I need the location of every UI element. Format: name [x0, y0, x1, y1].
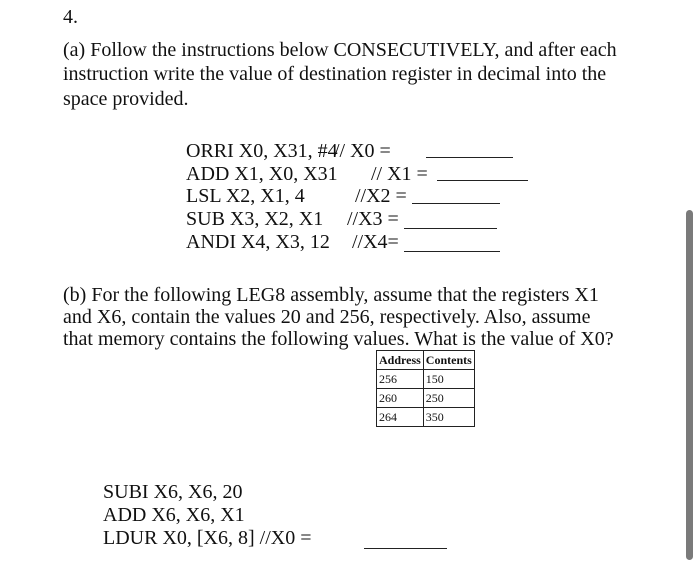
instruction-comment: //X3 = [347, 208, 399, 230]
instruction-comment: // X1 = [371, 163, 428, 185]
answer-blank [412, 203, 500, 204]
instruction-comment: //X2 = [355, 185, 407, 207]
instruction-code: SUB X3, X2, X1 [186, 208, 324, 230]
instruction-code: LSL X2, X1, 4 [186, 185, 305, 207]
part-b-instruction: LDUR X0, [X6, 8] //X0 = [103, 527, 312, 549]
part-b-intro-line: that memory contains the following values. What is the value of X0? [63, 328, 614, 350]
address-cell: 256 [377, 370, 424, 389]
table-row [377, 389, 475, 408]
part-b-instruction: SUBI X6, X6, 20 [103, 481, 243, 503]
answer-blank [437, 180, 528, 181]
answer-blank [404, 251, 500, 252]
answer-blank [426, 157, 513, 158]
table-header-row [377, 351, 475, 370]
contents-cell: 150 [423, 370, 474, 389]
answer-blank [404, 228, 497, 229]
memory-table [376, 350, 475, 427]
address-cell: 264 [377, 408, 424, 427]
part-a-intro-line: instruction write the value of destination register in decimal into the [63, 63, 607, 85]
table-row [377, 370, 475, 389]
scrollbar[interactable] [686, 210, 693, 560]
part-a-intro-line: space provided. [63, 88, 189, 110]
instruction-code: ADD X1, X0, X31 [186, 163, 338, 185]
question-number: 4. [63, 6, 78, 28]
header-contents: Contents [423, 351, 474, 370]
instruction-code: ORRI X0, X31, #4 [186, 140, 338, 162]
part-b-intro-line: and X6, contain the values 20 and 256, respectively. Also, assume [63, 306, 591, 328]
contents-cell: 350 [423, 408, 474, 427]
instruction-comment: // X0 = [334, 140, 391, 162]
contents-cell: 250 [423, 389, 474, 408]
part-b-intro-line: (b) For the following LEG8 assembly, assume that the registers X1 [63, 284, 599, 306]
part-a-intro-line: (a) Follow the instructions below CONSECUTIVELY, and after each [63, 39, 617, 61]
instruction-comment: //X4= [352, 231, 399, 253]
header-address: Address [377, 351, 424, 370]
table-row [377, 408, 475, 427]
part-b-instruction: ADD X6, X6, X1 [103, 504, 245, 526]
address-cell: 260 [377, 389, 424, 408]
answer-blank [364, 548, 447, 549]
instruction-code: ANDI X4, X3, 12 [186, 231, 330, 253]
